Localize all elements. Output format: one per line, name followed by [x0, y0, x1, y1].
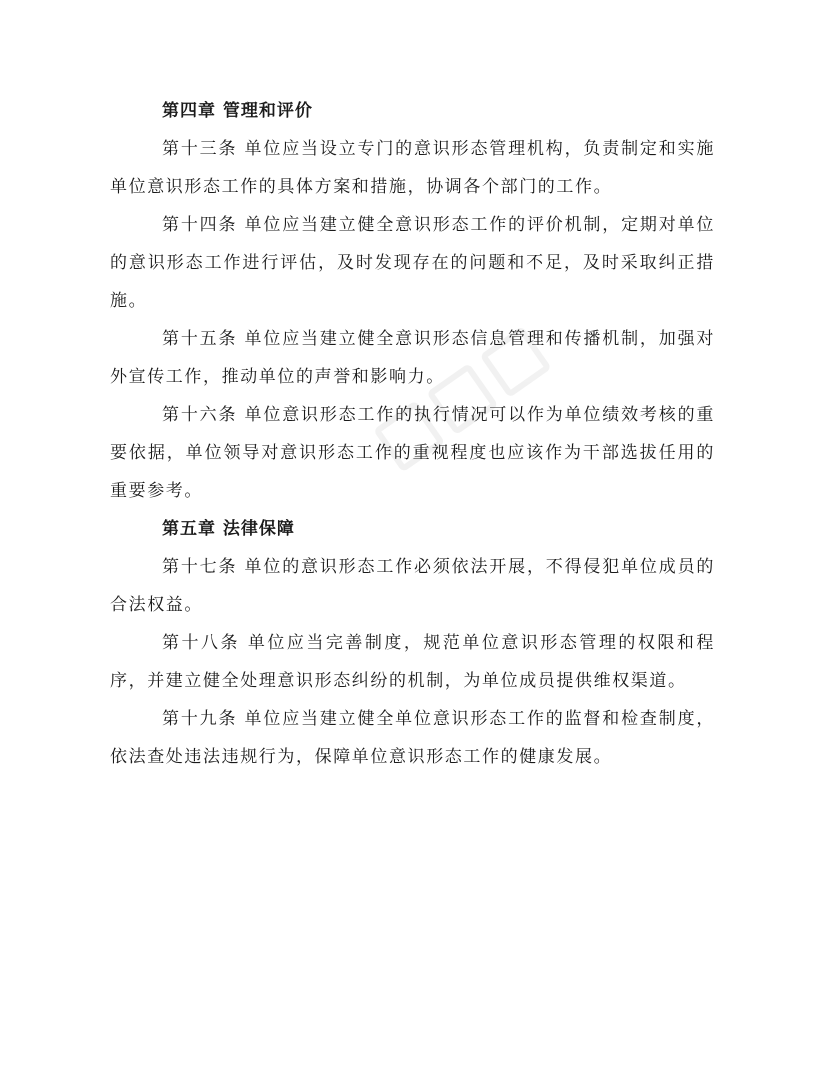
chapter-4-heading: 第四章 管理和评价	[162, 101, 313, 121]
article-16: 第十六条 单位意识形态工作的执行情况可以作为单位绩效考核的重要依据，单位领导对意识形态工作的重视程度也应该作为干部选拔任用的重要参考。	[110, 405, 715, 501]
article-17: 第十七条 单位的意识形态工作必须依法开展，不得侵犯单位成员的合法权益。	[110, 557, 715, 615]
article-18: 第十八条 单位应当完善制度，规范单位意识形态管理的权限和程序，并建立健全处理意识形态纠纷的机制，为单位成员提供维权渠道。	[110, 633, 715, 691]
article-13: 第十三条 单位应当设立专门的意识形态管理机构，负责制定和实施单位意识形态工作的具体方案和措施，协调各个部门的工作。	[110, 139, 715, 197]
document-body	[110, 92, 715, 776]
article-14: 第十四条 单位应当建立健全意识形态工作的评价机制，定期对单位的意识形态工作进行评估，及时发现存在的问题和不足，及时采取纠正措施。	[110, 215, 715, 311]
chapter-5-heading: 第五章 法律保障	[162, 519, 295, 539]
article-19: 第十九条 单位应当建立健全单位意识形态工作的监督和检查制度，依法查处违法违规行为，保障单位意识形态工作的健康发展。	[110, 709, 715, 767]
article-15: 第十五条 单位应当建立健全意识形态信息管理和传播机制，加强对外宣传工作，推动单位的声誉和影响力。	[110, 329, 715, 387]
